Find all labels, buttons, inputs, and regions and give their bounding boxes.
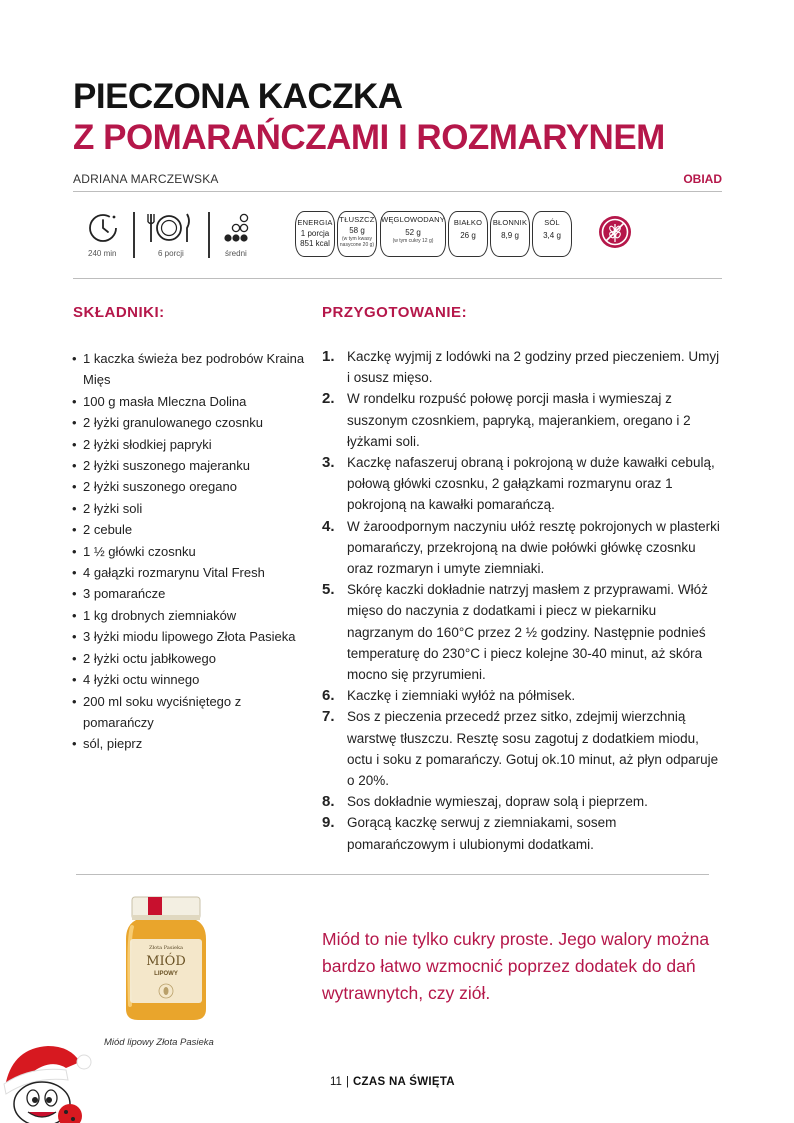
step-item [322, 516, 722, 580]
plate-cutlery-icon [146, 211, 192, 245]
nutrition-energy [295, 211, 335, 257]
step-number: 7. [322, 708, 335, 726]
ingredient-item: • 1 kaczka świeża bez podrobów Kraina Mięs [72, 348, 312, 391]
ingredient-item: • 3 pomarańcze [72, 583, 312, 604]
divider-top [73, 191, 722, 192]
step-item [322, 791, 722, 812]
step-number: 8. [322, 793, 335, 811]
step-item [322, 812, 722, 854]
recipe-category: OBIAD [683, 172, 722, 186]
nutrition-name: TŁUSZCZ [339, 215, 375, 224]
preparation-heading: PRZYGOTOWANIE: [322, 304, 468, 321]
divider-meta [73, 278, 722, 279]
nutrition-value: 3,4 g [543, 231, 561, 240]
difficulty: średni [225, 249, 247, 258]
ingredient-item: • 2 łyżki suszonego majeranku [72, 455, 312, 476]
recipe-title-line2: Z POMARAŃCZAMI I ROZMARYNEM [73, 118, 665, 157]
step-item [322, 579, 722, 685]
step-text: Kaczkę i ziemniaki wyłóż na półmisek. [347, 688, 576, 704]
step-number: 9. [322, 814, 335, 832]
nutrition-value2: 851 kcal [300, 239, 330, 248]
nutrition-sub: (w tym kwasy nasycone 20 g) [339, 236, 375, 248]
nutrition-salt [532, 211, 572, 257]
nutrition-name: WĘGLOWODANY [381, 215, 445, 224]
step-item [322, 685, 722, 706]
ingredient-item: • 2 łyżki soli [72, 498, 312, 519]
ingredients-heading: SKŁADNIKI: [73, 304, 165, 321]
portions: 6 porcji [158, 249, 184, 258]
ingredient-item: • 2 łyżki słodkiej papryki [72, 434, 312, 455]
divider-bottom [76, 874, 709, 875]
step-item [322, 706, 722, 791]
ingredient-item: • 1 ½ główki czosnku [72, 541, 312, 562]
difficulty-dots-icon [224, 213, 252, 243]
step-number: 4. [322, 517, 335, 535]
ingredient-item: • 4 gałązki rozmarynu Vital Fresh [72, 562, 312, 583]
ingredient-item: • 2 łyżki granulowanego czosnku [72, 412, 312, 433]
ingredients-list [72, 348, 312, 755]
nutrition-fiber [490, 211, 530, 257]
recipe-author: ADRIANA MARCZEWSKA [73, 172, 219, 186]
ingredient-item: • 2 cebule [72, 519, 312, 540]
ingredient-item: • 2 łyżki octu jabłkowego [72, 648, 312, 669]
jar-subtitle: LIPOWY [154, 971, 178, 977]
ingredient-item: • 4 łyżki octu winnego [72, 669, 312, 690]
step-number: 6. [322, 687, 335, 705]
santa-mascot-icon [0, 1040, 92, 1123]
jar-caption: Miód lipowy Złota Pasieka [104, 1037, 214, 1048]
ingredient-item: • 100 g masła Mleczna Dolina [72, 391, 312, 412]
nutrition-name: BIAŁKO [453, 218, 483, 227]
nutrition-carbs [380, 211, 446, 257]
step-item [322, 346, 722, 388]
nutrition-sub: (w tym cukry 12 g) [392, 238, 434, 244]
step-text: Gorącą kaczkę serwuj z ziemniakami, sosem pomarańczowym i ulubionymi dodatkami. [347, 815, 617, 852]
step-text: W rondelku rozpuść połowę porcji masła i wymieszaj z suszonym czosnkiem, papryką, majerankiem, oregano i 2 łyżkami soli. [347, 391, 691, 449]
recipe-title-line1: PIECZONA KACZKA [73, 77, 403, 116]
ingredient-item: • sól, pieprz [72, 733, 312, 754]
nutrition-name: BŁONNIK [492, 218, 528, 227]
jar-brand: Złota Pasieka [149, 945, 183, 951]
nutrition-value: 8,9 g [501, 231, 519, 240]
prep-time: 240 min [88, 249, 117, 258]
step-item [322, 452, 722, 516]
honey-jar-image [118, 893, 214, 1023]
preparation-steps [322, 346, 722, 855]
meta-separator [133, 212, 135, 258]
ingredient-item: • 2 łyżki suszonego oregano [72, 476, 312, 497]
step-item [322, 388, 722, 452]
tip-text: Miód to nie tylko cukry proste. Jego walory można bardzo łatwo wzmocnić poprzez dodatek do dań wytrawnytch, czy ziół. [322, 929, 710, 1003]
step-number: 5. [322, 581, 335, 599]
footer-separator: | [345, 1076, 349, 1088]
timer-icon [86, 210, 120, 244]
ingredient-item: • 3 łyżki miodu lipowego Złota Pasieka [72, 626, 312, 647]
page-number: 11 [330, 1076, 342, 1088]
step-number: 1. [322, 348, 335, 365]
nutrition-fat [337, 211, 377, 257]
step-text: Kaczkę nafaszeruj obraną i pokrojoną w duże kawałki cebulą, połową główki czosnku, 2 gałązkami rozmarynu oraz 1 pokrojoną na kawałki pomarańczą. [347, 455, 715, 513]
step-number: 2. [322, 390, 335, 408]
gluten-free-icon [597, 214, 633, 250]
nutrition-protein [448, 211, 488, 257]
ingredient-item: • 1 kg drobnych ziemniaków [72, 605, 312, 626]
meta-separator [208, 212, 210, 258]
ingredient-item: • 200 ml soku wyciśniętego z pomarańczy [72, 691, 312, 734]
step-text: W żaroodpornym naczyniu ułóż resztę pokrojonych w plasterki pomarańczy, przekrojoną na dwie połówki główkę czosnku oraz rozmaryn i umyte ziemniaki. [347, 518, 720, 577]
page-footer [330, 1076, 455, 1088]
magazine-name: CZAS NA ŚWIĘTA [352, 1076, 455, 1088]
nutrition-name: ENERGIA [297, 218, 333, 227]
jar-title: MIÓD [146, 954, 186, 969]
nutrition-value: 26 g [460, 231, 476, 240]
step-text: Sos z pieczenia przecedź przez sitko, zdejmij wierzchnią warstwę tłuszczu. Resztę sosu zagotuj z dodatkiem miodu, octu i soku z pomarańczy. Gotuj ok.10 minut, aż płyn odparuje o 20%. [347, 709, 719, 789]
nutrition-value: 58 g [349, 226, 365, 235]
step-text: Sos dokładnie wymieszaj, dopraw solą i pieprzem. [347, 794, 648, 810]
nutrition-value: 52 g [405, 228, 421, 237]
step-number: 3. [322, 454, 335, 472]
nutrition-value: 1 porcja [300, 229, 330, 238]
step-text: Kaczkę wyjmij z lodówki na 2 godziny przed pieczeniem. Umyj i osusz mięso. [347, 349, 720, 386]
step-text: Skórę kaczki dokładnie natrzyj masłem z przyprawami. Włóż mięso do naczynia z dodatkami i piecz w piekarniku nagrzanym do 160°C przez 2 ½ godziny. Następnie podnieś temperaturę do 230°C i piecz kolejne 30-40 minut, aż skóra mocno się przyrumieni. [347, 582, 708, 683]
nutrition-name: SÓL [544, 218, 560, 227]
